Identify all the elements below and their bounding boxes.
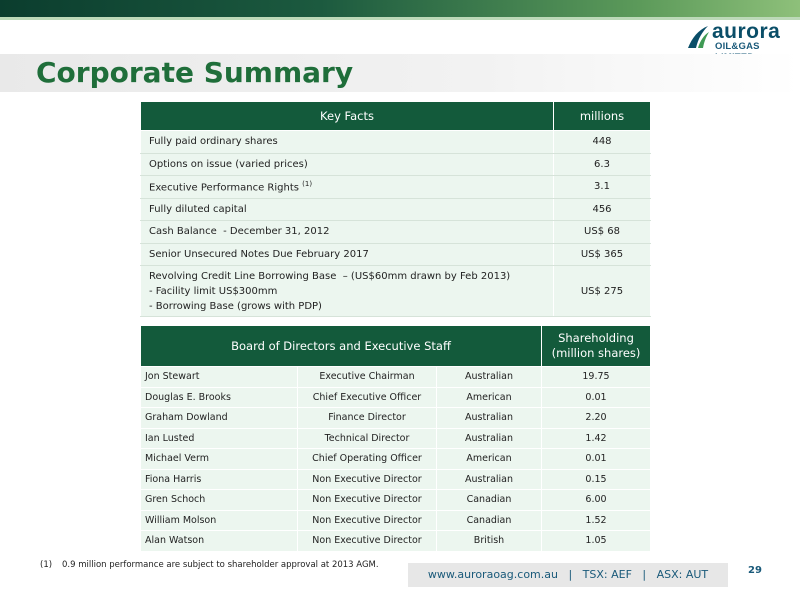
director-nationality: Australian: [437, 469, 542, 490]
director-role: Non Executive Director: [298, 469, 437, 490]
fact-label: Executive Performance Rights: [149, 182, 299, 194]
table-row: [141, 198, 651, 221]
table-row: [141, 428, 651, 449]
key-facts-header-row: [141, 102, 651, 131]
director-name: Ian Lusted: [141, 428, 298, 449]
page-number: 29: [748, 565, 762, 576]
footnote-number: (1): [40, 560, 53, 570]
fact-value: 456: [554, 198, 651, 221]
page-title: Corporate Summary: [36, 56, 354, 89]
director-role: Non Executive Director: [298, 490, 437, 511]
director-shares: 0.01: [542, 387, 651, 408]
director-shares: 0.15: [542, 469, 651, 490]
fact-value: US$ 365: [554, 243, 651, 266]
footer-contact-bar: www.auroraoag.com.au | TSX: AEF | ASX: AUT: [408, 563, 728, 587]
fact-value: 448: [554, 131, 651, 154]
footnote-text: 0.9 million performance are subject to shareholder approval at 2013 AGM.: [62, 560, 379, 570]
millions-header: millions: [554, 102, 651, 131]
shareholding-header: [542, 326, 651, 367]
table-row: [141, 469, 651, 490]
fact-label-cell: [141, 176, 554, 199]
director-nationality: Australian: [437, 367, 542, 388]
director-name: William Molson: [141, 510, 298, 531]
fact-label: Fully diluted capital: [141, 198, 554, 221]
footnote: [40, 560, 379, 570]
fact-value: 3.1: [554, 176, 651, 199]
table-row: [141, 153, 651, 176]
director-name: Graham Dowland: [141, 408, 298, 429]
director-shares: 2.20: [542, 408, 651, 429]
table-row: [141, 131, 651, 154]
table-row: [141, 510, 651, 531]
fact-label-line: Revolving Credit Line Borrowing Base – (US$60mm drawn by Feb 2013): [149, 270, 511, 282]
key-facts-table: [140, 101, 651, 317]
logo-wordmark: aurora: [712, 20, 781, 43]
top-gradient-bar: [0, 0, 800, 17]
director-shares: 19.75: [542, 367, 651, 388]
table-row: [141, 449, 651, 470]
fact-value: US$ 275: [554, 266, 651, 317]
director-role: Non Executive Director: [298, 531, 437, 552]
director-shares: 1.05: [542, 531, 651, 552]
fact-label: Senior Unsecured Notes Due February 2017: [141, 243, 554, 266]
director-nationality: Australian: [437, 428, 542, 449]
director-name: Fiona Harris: [141, 469, 298, 490]
shareholding-header-line2: (million shares): [551, 346, 641, 360]
director-role: Executive Chairman: [298, 367, 437, 388]
table-row: [141, 490, 651, 511]
fact-label-cell: [141, 266, 554, 317]
director-shares: 6.00: [542, 490, 651, 511]
table-row: [141, 531, 651, 552]
director-role: Non Executive Director: [298, 510, 437, 531]
board-header-row: [141, 326, 651, 367]
director-name: Michael Verm: [141, 449, 298, 470]
fact-value: 6.3: [554, 153, 651, 176]
director-role: Finance Director: [298, 408, 437, 429]
fact-label: Fully paid ordinary shares: [141, 131, 554, 154]
fact-label-line: - Facility limit US$300mm: [149, 285, 278, 297]
director-shares: 1.52: [542, 510, 651, 531]
board-table: [140, 325, 651, 552]
director-name: Jon Stewart: [141, 367, 298, 388]
director-shares: 0.01: [542, 449, 651, 470]
footnote-ref: (1): [302, 180, 313, 189]
director-nationality: American: [437, 387, 542, 408]
director-nationality: Canadian: [437, 490, 542, 511]
top-accent-line: [0, 17, 800, 20]
director-name: Gren Schoch: [141, 490, 298, 511]
director-role: Chief Executive Officer: [298, 387, 437, 408]
table-row: [141, 176, 651, 199]
aurora-logo: [686, 20, 798, 54]
board-header: Board of Directors and Executive Staff: [141, 326, 542, 367]
director-nationality: Canadian: [437, 510, 542, 531]
logo-subtitle: OIL&GAS: [715, 41, 760, 52]
director-role: Technical Director: [298, 428, 437, 449]
aurora-swoosh-icon: [686, 24, 710, 50]
director-shares: 1.42: [542, 428, 651, 449]
director-nationality: British: [437, 531, 542, 552]
director-nationality: American: [437, 449, 542, 470]
shareholding-header-line1: Shareholding: [558, 331, 634, 345]
fact-label: Options on issue (varied prices): [141, 153, 554, 176]
table-row: [141, 387, 651, 408]
fact-value: US$ 68: [554, 221, 651, 244]
table-row: [141, 367, 651, 388]
director-name: Alan Watson: [141, 531, 298, 552]
table-row: [141, 408, 651, 429]
fact-label: Cash Balance - December 31, 2012: [141, 221, 554, 244]
table-row: [141, 266, 651, 317]
table-row: [141, 243, 651, 266]
director-name: Douglas E. Brooks: [141, 387, 298, 408]
table-row: [141, 221, 651, 244]
director-role: Chief Operating Officer: [298, 449, 437, 470]
director-nationality: Australian: [437, 408, 542, 429]
key-facts-header: Key Facts: [141, 102, 554, 131]
fact-label-line: - Borrowing Base (grows with PDP): [149, 300, 322, 312]
